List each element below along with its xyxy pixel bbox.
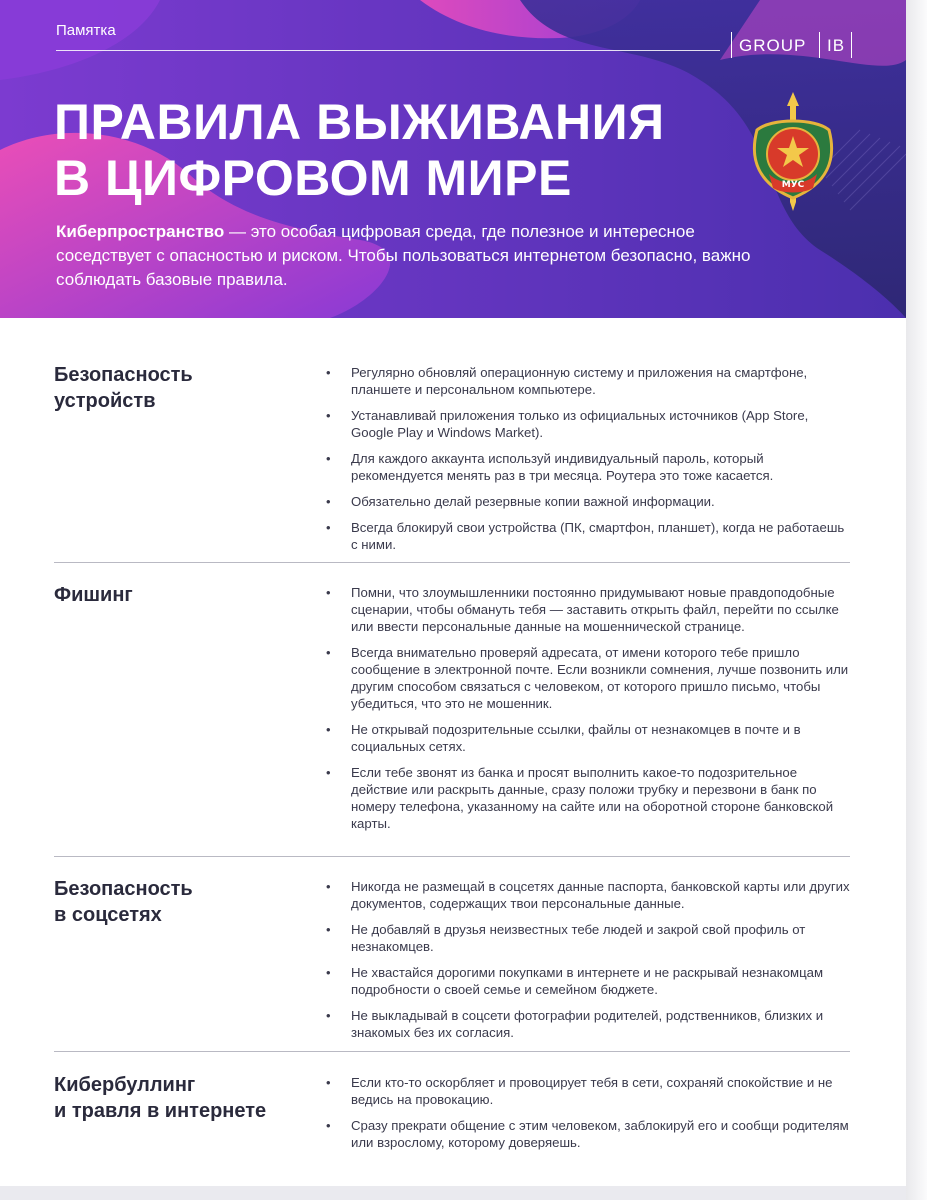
logo-word-ib: IB (827, 36, 846, 55)
header-banner (0, 0, 906, 318)
section-title (54, 582, 304, 608)
section-divider (54, 1051, 850, 1052)
rule-text: Обязательно делай резервные копии важной информации. (351, 494, 715, 509)
section-title (54, 1072, 304, 1124)
rule-text: Не выкладывай в соцсети фотографии родителей, родственников, близких и знакомых без их согласия. (351, 1008, 824, 1040)
bullet-icon: • (326, 645, 331, 660)
rule-text: Сразу прекрати общение с этим человеком, заблокируй его и сообщи родителям или взрослому, которому доверяешь. (351, 1118, 849, 1150)
rule-text: Если тебе звонят из банка и просят выполнить какое-то подозрительное действие или раскрыть данные, сразу положи трубку и перезвони в банк по номеру телефона, указанному на сайте или на оборотной стороне банковской карты. (351, 765, 834, 831)
rule-list (326, 1074, 852, 1160)
bullet-icon: • (326, 922, 331, 937)
section-divider (54, 562, 850, 563)
section-title (54, 362, 304, 414)
section-title-line-1: Безопасность (54, 364, 193, 386)
rule-text: Всегда внимательно проверяй адресата, от имени которого тебе пришло сообщение в электронной почте. Если возникли сомнения, лучше позвонить или другим способом связаться с человеком, от которого пришло письмо, чтобы убедиться, что это не мошенник. (351, 645, 849, 711)
memo-label: Памятка (56, 22, 116, 39)
intro-text: — это особая цифровая среда, где полезное и интересное соседствует с опасностью и риском. Чтобы пользоваться интернетом безопасно, важно соблюдать базовые правила. (56, 222, 751, 289)
bullet-icon: • (326, 451, 331, 466)
header-rule (56, 50, 720, 51)
rule-text: Если кто-то оскорбляет и провоцирует тебя в сети, сохраняй спокойствие и не ведись на провокацию. (351, 1075, 833, 1107)
logo-bar-right (851, 32, 852, 58)
bullet-icon: • (326, 1008, 331, 1023)
rule-item (326, 364, 852, 398)
bullet-icon: • (326, 1075, 331, 1090)
bullet-icon: • (326, 965, 331, 980)
mus-emblem-icon (747, 90, 839, 212)
rule-item (326, 878, 852, 912)
intro-paragraph (56, 220, 756, 292)
rule-item (326, 1074, 852, 1108)
section-title-line-2: и травля в интернете (54, 1100, 267, 1122)
rule-item (326, 921, 852, 955)
rule-item (326, 407, 852, 441)
paper-edge (906, 0, 927, 1200)
section-title-line-1: Безопасность (54, 878, 193, 900)
rule-item (326, 964, 852, 998)
title-line-2: В ЦИФРОВОМ МИРЕ (54, 150, 572, 206)
bullet-icon: • (326, 585, 331, 600)
title-line-1: ПРАВИЛА ВЫЖИВАНИЯ (54, 94, 665, 150)
rule-text: Не хвастайся дорогими покупками в интернете и не раскрывай незнакомцам подробности о своей семье и семейном бюджете. (351, 965, 824, 997)
rule-item (326, 721, 852, 755)
bullet-icon: • (326, 1118, 331, 1133)
bullet-icon: • (326, 408, 331, 423)
rule-text: Для каждого аккаунта используй индивидуальный пароль, который рекомендуется менять раз в три месяца. Роутера это тоже касается. (351, 451, 774, 483)
intro-term: Киберпространство (56, 222, 225, 241)
section-title (54, 876, 304, 928)
section-title-line-2: устройств (54, 390, 156, 412)
rule-item (326, 1007, 852, 1041)
bullet-icon: • (326, 365, 331, 380)
rule-text: Устанавливай приложения только из официальных источников (App Store, Google Play и Windows Market). (351, 408, 809, 440)
rule-text: Регулярно обновляй операционную систему и приложения на смартфоне, планшете и персональном компьютере. (351, 365, 808, 397)
rule-item (326, 493, 852, 510)
rule-item (326, 764, 852, 832)
rule-item (326, 1117, 852, 1151)
group-ib-logo (731, 32, 867, 58)
rule-text: Никогда не размещай в соцсетях данные паспорта, банковской карты или других документов, содержащих твои персональные данные. (351, 879, 850, 911)
rule-text: Не открывай подозрительные ссылки, файлы от незнакомцев в почте и в социальных сетях. (351, 722, 801, 754)
rule-item (326, 644, 852, 712)
section-title-line-1: Фишинг (54, 584, 133, 606)
rule-item (326, 584, 852, 635)
rule-item (326, 450, 852, 484)
bullet-icon: • (326, 722, 331, 737)
rule-list (326, 364, 852, 562)
rule-text: Всегда блокируй свои устройства (ПК, смартфон, планшет), когда не работаешь с ними. (351, 520, 845, 552)
rule-text: Не добавляй в друзья неизвестных тебе людей и закрой свой профиль от незнакомцев. (351, 922, 806, 954)
bullet-icon: • (326, 765, 331, 780)
bullet-icon: • (326, 879, 331, 894)
section-divider (54, 856, 850, 857)
rule-item (326, 519, 852, 553)
bullet-icon: • (326, 520, 331, 535)
page-bottom-edge (0, 1186, 906, 1200)
bullet-icon: • (326, 494, 331, 509)
rule-list (326, 584, 852, 841)
rule-text: Помни, что злоумышленники постоянно придумывают новые правдоподобные сценарии, чтобы обмануть тебя — заставить открыть файл, перейти по ссылке или ввести персональные данные на мошеннической странице. (351, 585, 839, 634)
logo-word-group: GROUP (739, 36, 807, 55)
section-title-line-2: в соцсетях (54, 904, 162, 926)
emblem-text: МУС (781, 180, 805, 190)
logo-bar-middle (819, 32, 820, 58)
section-title-line-1: Кибербуллинг (54, 1074, 196, 1096)
page-title (54, 94, 665, 206)
rule-list (326, 878, 852, 1050)
logo-bar-left (731, 32, 732, 58)
